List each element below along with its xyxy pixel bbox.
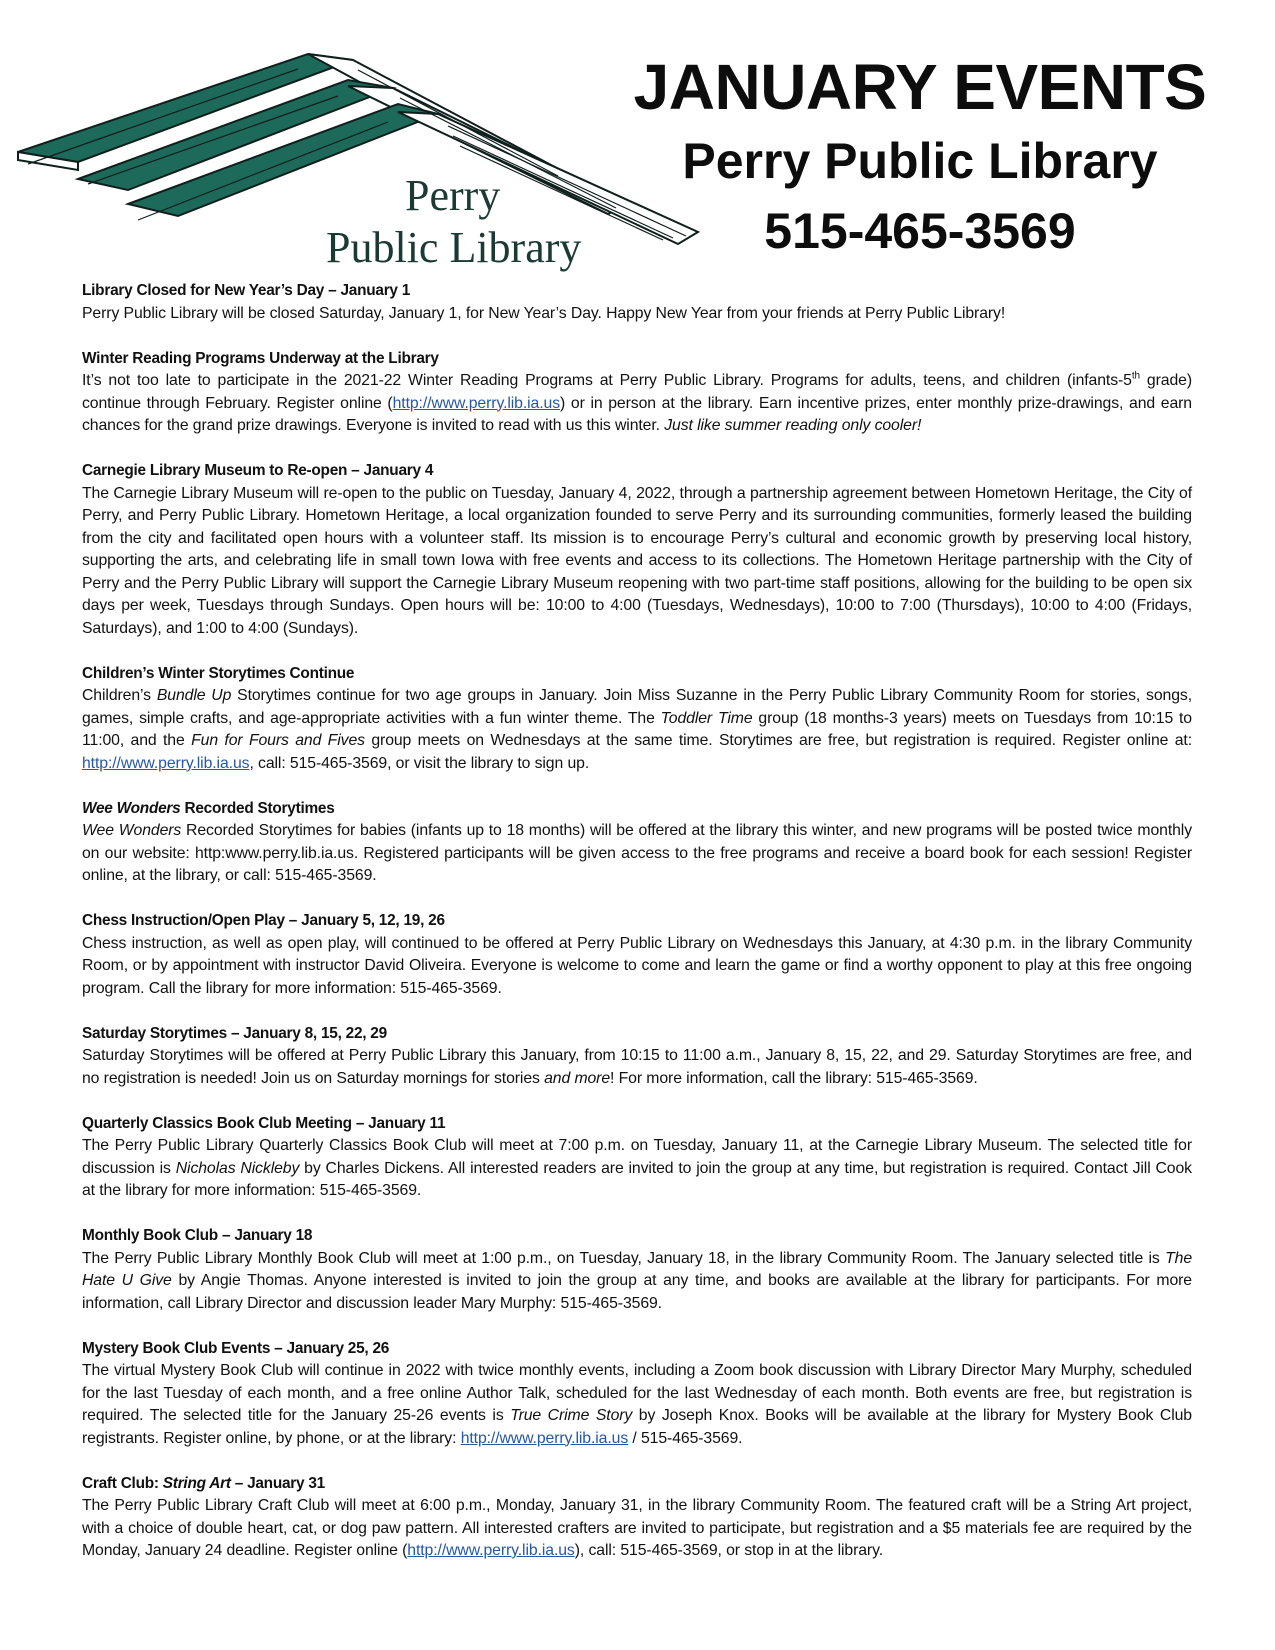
library-phone: 515-465-3569 <box>764 203 1076 259</box>
text: Saturday Storytimes will be offered at Perry Public Library this January, from 10:15 to 11:00 a.m., January 8, 15, 22, and 29. Saturday Storytimes are free, and no registration is needed! Join us on Saturday mornings for stories <box>82 1047 1192 1087</box>
text: Recorded Storytimes for babies (infants up to 18 months) will be offered at the library this winter, and new programs will be posted twice monthly on our website: http:www.perry.lib.ia.us. Registered participants will be given access to the free programs and receive a board book for each session! Register online, at the library, or call: 515-465-3569. <box>82 822 1192 884</box>
event-classics-book-club <box>82 1113 1192 1203</box>
event-body <box>82 1360 1192 1450</box>
text: The Perry Public Library Craft Club will meet at 6:00 p.m., Monday, January 31, in the library Community Room. The featured craft will be a String Art project, with a choice of double heart, cat, or dog paw pattern. All interested crafters are invited to participate, but registration and a $5 materials fee are required by the Monday, January 24 deadline. Register online ( <box>82 1497 1192 1559</box>
event-title: Children’s Winter Storytimes Continue <box>82 664 355 682</box>
event-title: Saturday Storytimes – January 8, 15, 22, 29 <box>82 1024 387 1042</box>
event-mystery-book-club <box>82 1338 1192 1451</box>
event-body: The Carnegie Library Museum will re-open to the public on Tuesday, January 4, 2022, through a partnership agreement between Hometown Heritage, the City of Perry, and Perry Public Library. Hometown Heritage, a local organization founded to serve Perry and its surrounding communities, formerly leased the building from the city and facilitated open hours with a volunteer staff. Its mission is to encourage Perry’s cultural and economic growth by preserving local history, supporting the arts, and celebrating life in small town Iowa with free events and access to its collections. The Hometown Heritage partnership with the City of Perry and the Perry Public Library will support the Carnegie Library Museum reopening with two part-time staff positions, allowing for the building to be open six days per week, Tuesdays through Sundays. Open hours will be: 10:00 to 4:00 (Tuesdays, Wednesdays), 10:00 to 7:00 (Thursdays), 10:00 to 4:00 (Fridays, Saturdays), and 1:00 to 4:00 (Sundays). <box>82 484 1192 637</box>
text: The Perry Public Library Monthly Book Club will meet at 1:00 p.m., on Tuesday, January 18, in the library Community Room. The January selected title is <box>82 1249 1166 1267</box>
events-list <box>82 280 1192 1585</box>
event-craft-club <box>82 1473 1192 1563</box>
event-title <box>82 798 1192 821</box>
text: Craft Club: <box>82 1474 163 1492</box>
event-body <box>82 1045 1192 1090</box>
event-body <box>82 820 1192 888</box>
event-title <box>82 1473 1192 1496</box>
event-winter-reading <box>82 348 1192 438</box>
text: The Perry Public Library Quarterly Classics Book Club will meet at 7:00 p.m. on Tuesday, January 11, at the Carnegie Library Museum. The selected title for discussion is <box>82 1137 1192 1177</box>
library-website-link[interactable]: http://www.perry.lib.ia.us <box>460 1429 629 1447</box>
text: / 515-465-3569. <box>628 1429 743 1447</box>
text: The virtual Mystery Book Club will continue in 2022 with twice monthly events, including a Zoom book discussion with Library Director Mary Murphy, scheduled for the last Tuesday of each month, and a free online Author Talk, scheduled for the last Wednesday of each month. Both events are free, but registration is required. The selected title for the January 25-26 events is <box>82 1362 1192 1424</box>
text: by Angie Thomas. Anyone interested is invited to join the group at any time, and books are available at the library for participants. For more information, call Library Director and discussion leader Mary Murphy: 515-465-3569. <box>82 1272 1192 1312</box>
text: ) or in person at the library. Earn incentive prizes, enter monthly prize-drawings, and earn chances for the grand prize drawings. Everyone is invited to read with us this winter. <box>82 394 1192 434</box>
text: group meets on Wednesdays at the same time. Storytimes are free, but registration is required. Register online at: <box>364 732 1192 749</box>
text: ! For more information, call the library: 515-465-3569. <box>610 1069 978 1087</box>
italic-text: Toddler Time <box>660 709 753 727</box>
text: group (18 months-3 years) meets on Tuesdays from 10:15 to 11:00, and the <box>82 709 1192 749</box>
event-body <box>82 1248 1192 1316</box>
page-title: JANUARY EVENTS <box>633 51 1207 123</box>
event-winter-storytimes <box>82 663 1192 776</box>
italic-text: The Hate U Give <box>82 1249 1192 1289</box>
event-title: Carnegie Library Museum to Re-open – January 4 <box>82 462 434 479</box>
text: Children’s <box>82 687 157 704</box>
italic-text: and more <box>544 1069 611 1087</box>
library-website-link[interactable]: http://www.perry.lib.ia.us <box>392 394 561 412</box>
italic-text: Bundle Up <box>156 687 232 704</box>
italic-text: Wee Wonders <box>82 822 182 839</box>
italic-text: True Crime Story <box>510 1407 633 1424</box>
superscript: th <box>1131 370 1140 382</box>
italic-text: String Art <box>162 1474 231 1492</box>
event-title: Chess Instruction/Open Play – January 5, 12, 19, 26 <box>82 912 445 929</box>
event-wee-wonders <box>82 798 1192 888</box>
event-title: Quarterly Classics Book Club Meeting – January 11 <box>82 1114 446 1132</box>
event-title: Winter Reading Programs Underway at the Library <box>82 349 439 367</box>
event-chess <box>82 910 1192 1000</box>
text: Recorded Storytimes <box>180 799 335 817</box>
text: Storytimes continue for two age groups in January. Join Miss Suzanne in the Perry Public Library Community Room for stories, songs, games, simple crafts, and age-appropriate activities with a fun winter theme. The <box>82 687 1193 727</box>
event-body: Chess instruction, as well as open play, will continued to be offered at Perry Public Library on Wednesdays this January, at 4:30 p.m. in the library Community Room, or by appointment with instructor David Oliveira. Everyone is welcome to come and learn the game or find a worthy opponent to play at this free ongoing program. Call the library for more information: 515-465-3569. <box>82 934 1192 997</box>
event-body <box>82 370 1192 438</box>
text: grade) continue through February. Register online ( <box>82 372 1192 412</box>
text: ), call: 515-465-3569, or stop in at the library. <box>574 1542 884 1559</box>
text: by Charles Dickens. All interested readers are invited to join the group at any time, but registration is required. Contact Jill Cook at the library for more information: 515-465-3569. <box>82 1159 1192 1199</box>
text: – January 31 <box>230 1474 325 1492</box>
text: It’s not too late to participate in the 2021-22 Winter Reading Programs at Perry Public Library. Programs for adults, teens, and children (infants-5 <box>82 372 1132 389</box>
event-monthly-book-club <box>82 1225 1192 1315</box>
logo-text-line2: Public Library <box>326 223 582 272</box>
event-title: Library Closed for New Year’s Day – January 1 <box>82 282 411 299</box>
text: , call: 515-465-3569, or visit the library to sign up. <box>249 754 590 772</box>
event-body <box>82 685 1192 775</box>
event-title: Monthly Book Club – January 18 <box>82 1227 313 1244</box>
italic-text: Fun for Fours and Fives <box>191 732 365 749</box>
page-header <box>600 48 1240 266</box>
event-title: Mystery Book Club Events – January 25, 26 <box>82 1339 390 1357</box>
library-name: Perry Public Library <box>682 133 1158 189</box>
italic-text: Just like summer reading only cooler! <box>664 417 922 434</box>
event-new-years <box>82 280 1192 325</box>
italic-text: Wee Wonders <box>82 799 181 817</box>
event-body: Perry Public Library will be closed Saturday, January 1, for New Year’s Day. Happy New Year from your friends at Perry Public Library! <box>82 304 1006 322</box>
library-website-link[interactable]: http://www.perry.lib.ia.us <box>82 754 250 772</box>
event-body <box>82 1495 1192 1563</box>
event-body <box>82 1135 1192 1203</box>
italic-text: Nicholas Nickleby <box>175 1159 300 1177</box>
event-saturday-storytimes <box>82 1023 1192 1091</box>
text: by Joseph Knox. Books will be available at the library for Mystery Book Club registrants. Register online, by phone, or at the library: <box>82 1407 1192 1447</box>
event-carnegie-museum <box>82 460 1192 640</box>
logo-text-line1: Perry <box>405 171 501 220</box>
library-website-link[interactable]: http://www.perry.lib.ia.us <box>407 1542 575 1559</box>
